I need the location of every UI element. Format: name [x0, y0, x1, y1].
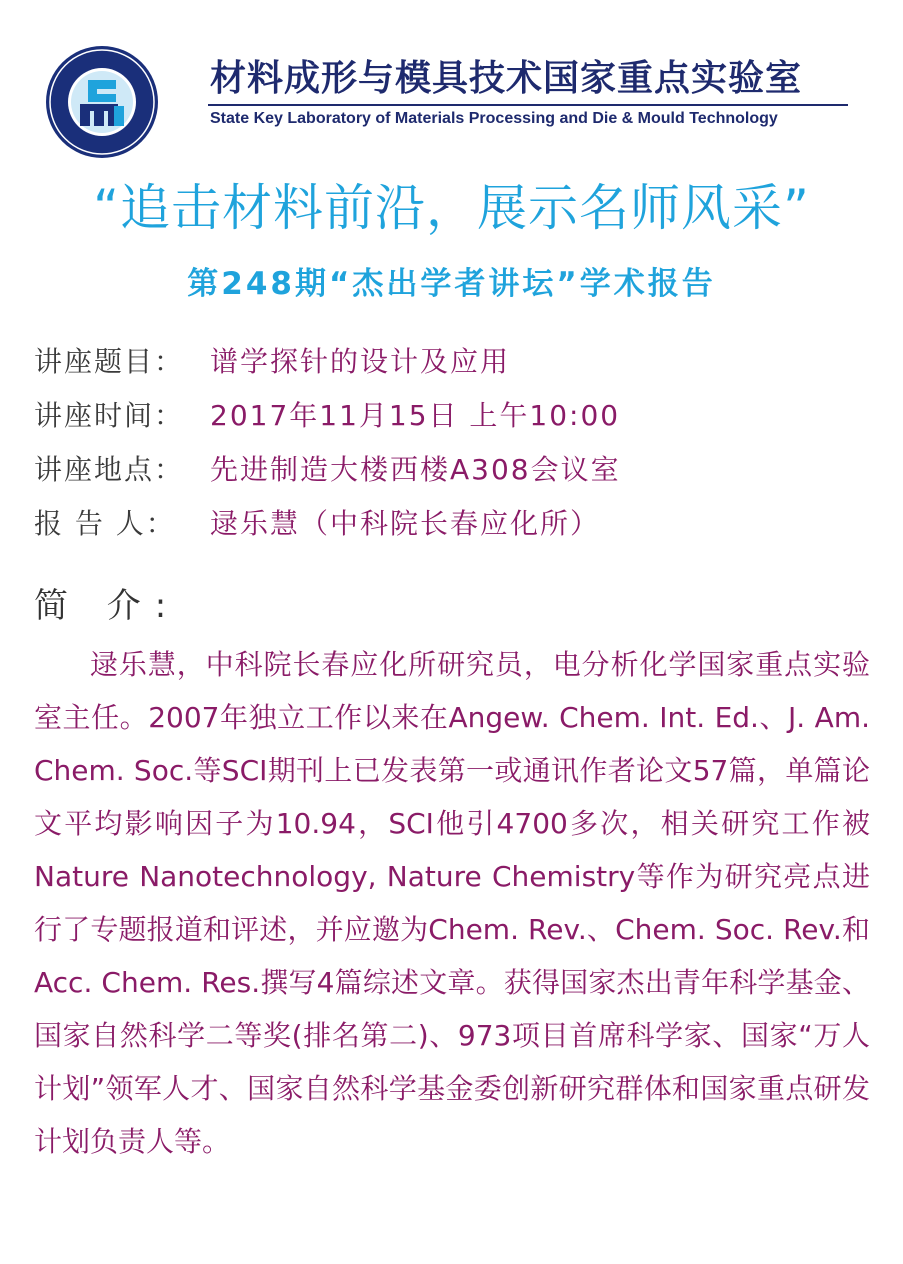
lab-name-en: State Key Laboratory of Materials Processing and Die & Mould Technology [210, 110, 778, 127]
lab-name-cn: 材料成形与模具技术国家重点实验室 [210, 58, 803, 99]
info-value: 谱学探针的设计及应用 [210, 345, 511, 378]
info-label: 报 告 人： [34, 507, 176, 540]
intro-heading: 简 介: [34, 586, 181, 626]
header-divider [208, 104, 848, 106]
info-row-topic [34, 335, 874, 389]
info-row-location [34, 443, 874, 497]
info-label: 讲座时间： [34, 399, 185, 432]
info-value: 2017年11月15日 上午10:00 [210, 399, 621, 432]
lab-logo [44, 44, 160, 160]
slogan: “追击材料前沿，展示名师风采” [93, 179, 810, 237]
intro-body: 逯乐慧，中科院长春应化所研究员，电分析化学国家重点实验室主任。2007年独立工作以来在Angew. Chem. Int. Ed.、J. Am. Chem. Soc.等SCI期刊上已发表第一或通讯作者论文57篇，单篇论文平均影响因子为10.94，SCI他引4700多次，相关研究工作被Nature Nanotechnology, Nature Chemistry等作为研究亮点进行了专题报道和评述，并应邀为Chem. Rev.、Chem. Soc. Rev.和Acc. Chem. Res.撰写4篇综述文章。获得国家杰出青年科学基金、国家自然科学二等奖(排名第二)、973项目首席科学家、国家“万人计划”领军人才、国家自然科学基金委创新研究群体和国家重点研发计划负责人等。 [34, 648, 870, 1158]
info-value: 逯乐慧（中科院长春应化所） [210, 507, 601, 540]
info-value: 先进制造大楼西楼A308会议室 [210, 453, 621, 486]
series-title: 第248期“杰出学者讲坛”学术报告 [187, 266, 716, 302]
info-label: 讲座地点： [34, 453, 185, 486]
info-row-speaker [34, 497, 874, 551]
info-label: 讲座题目： [34, 345, 185, 378]
lecture-info [34, 335, 874, 551]
info-row-time [34, 389, 874, 443]
